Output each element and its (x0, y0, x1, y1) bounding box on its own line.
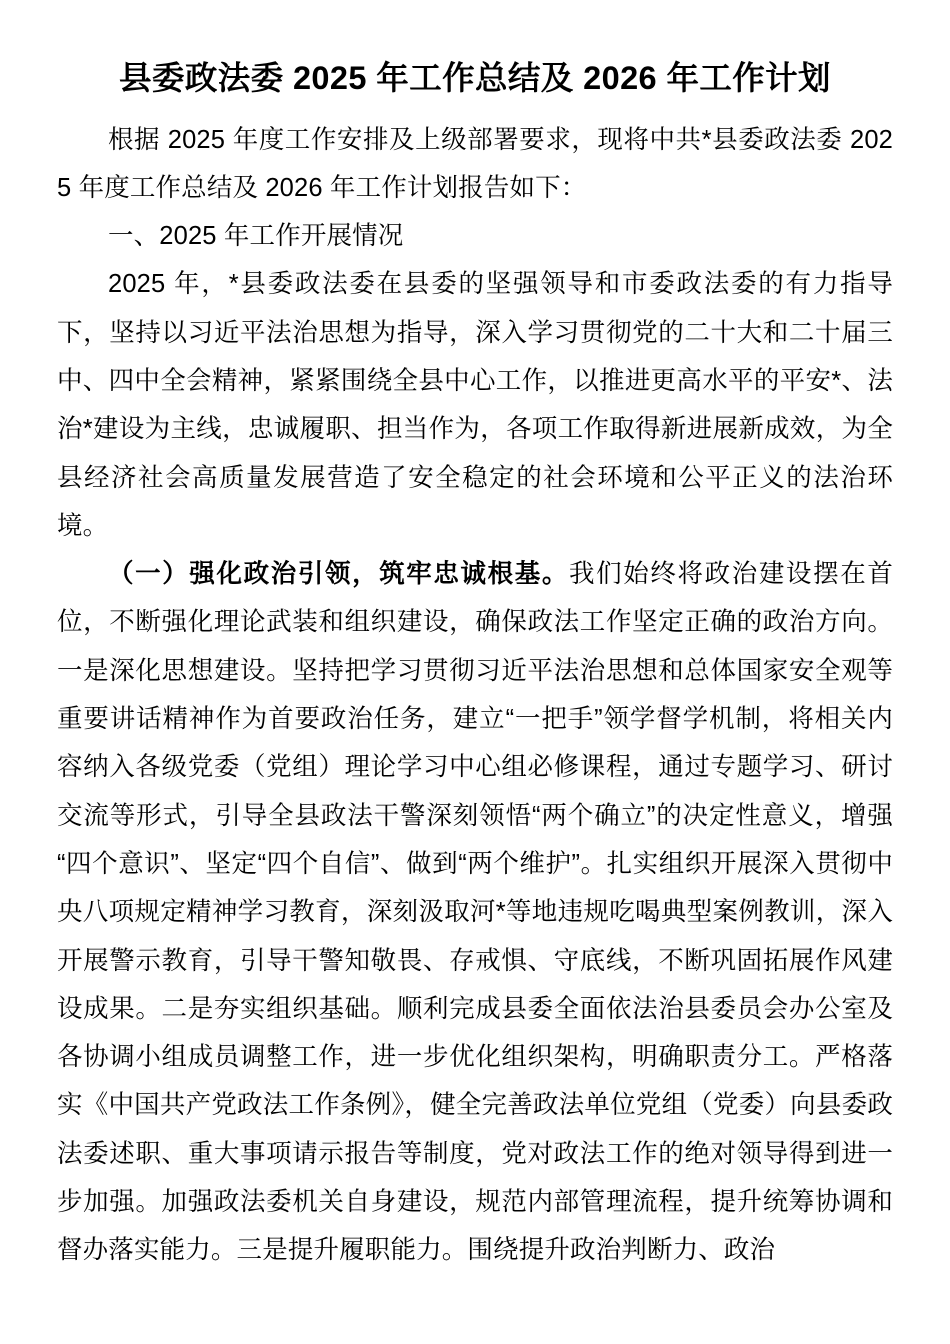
paragraph-subsection-one (57, 550, 893, 1274)
page-title: 县委政法委 2025 年工作总结及 2026 年工作计划 (119, 60, 831, 96)
subsection-one-body-text: 我们始终将政治建设摆在首位，不断强化理论武装和组织建设，确保政法工作坚定正确的政治方向。一是深化思想建设。坚持把学习贯彻习近平法治思想和总体国家安全观等重要讲话精神作为首要政治任务，建立“一把手”领学督学机制，将相关内容纳入各级党委（党组）理论学习中心组必修课程，通过专题学习、研讨交流等形式，引导全县政法干警深刻领悟“两个确立”的决定性意义，增强“四个意识”、坚定“四个自信”、做到“两个维护”。扎实组织开展深入贯彻中央八项规定精神学习教育，深刻汲取河*等地违规吃喝典型案例教训，深入开展警示教育，引导干警知敬畏、存戒惧、守底线，不断巩固拓展作风建设成果。二是夯实组织基础。顺利完成县委全面依法治县委员会办公室及各协调小组成员调整工作，进一步优化组织架构，明确职责分工。严格落实《中国共产党政法工作条例》，健全完善政法单位党组（党委）向县委政法委述职、重大事项请示报告等制度，党对政法工作的绝对领导得到进一步加强。加强政法委机关自身建设，规范内部管理流程，提升统筹协调和督办落实能力。三是提升履职能力。围绕提升政治判断力、政治 (57, 560, 893, 1265)
subsection-one-bold-lead: （一）强化政治引领，筑牢忠诚根基。 (108, 560, 570, 589)
paragraph-intro: 根据 2025 年度工作安排及上级部署要求，现将中共*县委政法委 2025 年度工作总结及 2026 年工作计划报告如下： (57, 125, 893, 202)
paragraph-section-one-overview: 2025 年，*县委政法委在县委的坚强领导和市委政法委的有力指导下，坚持以习近平法治思想为指导，深入学习贯彻党的二十大和二十届三中、四中全会精神，紧紧围绕全县中心工作，以推进更高水平的平安*、法治*建设为主线，忠诚履职、担当作为，各项工作取得新进展新成效，为全县经济社会高质量发展营造了安全稳定的社会环境和公平正义的法治环境。 (57, 270, 893, 540)
heading-section-one: 一、2025 年工作开展情况 (108, 222, 404, 251)
document-text-column (57, 0, 893, 1275)
